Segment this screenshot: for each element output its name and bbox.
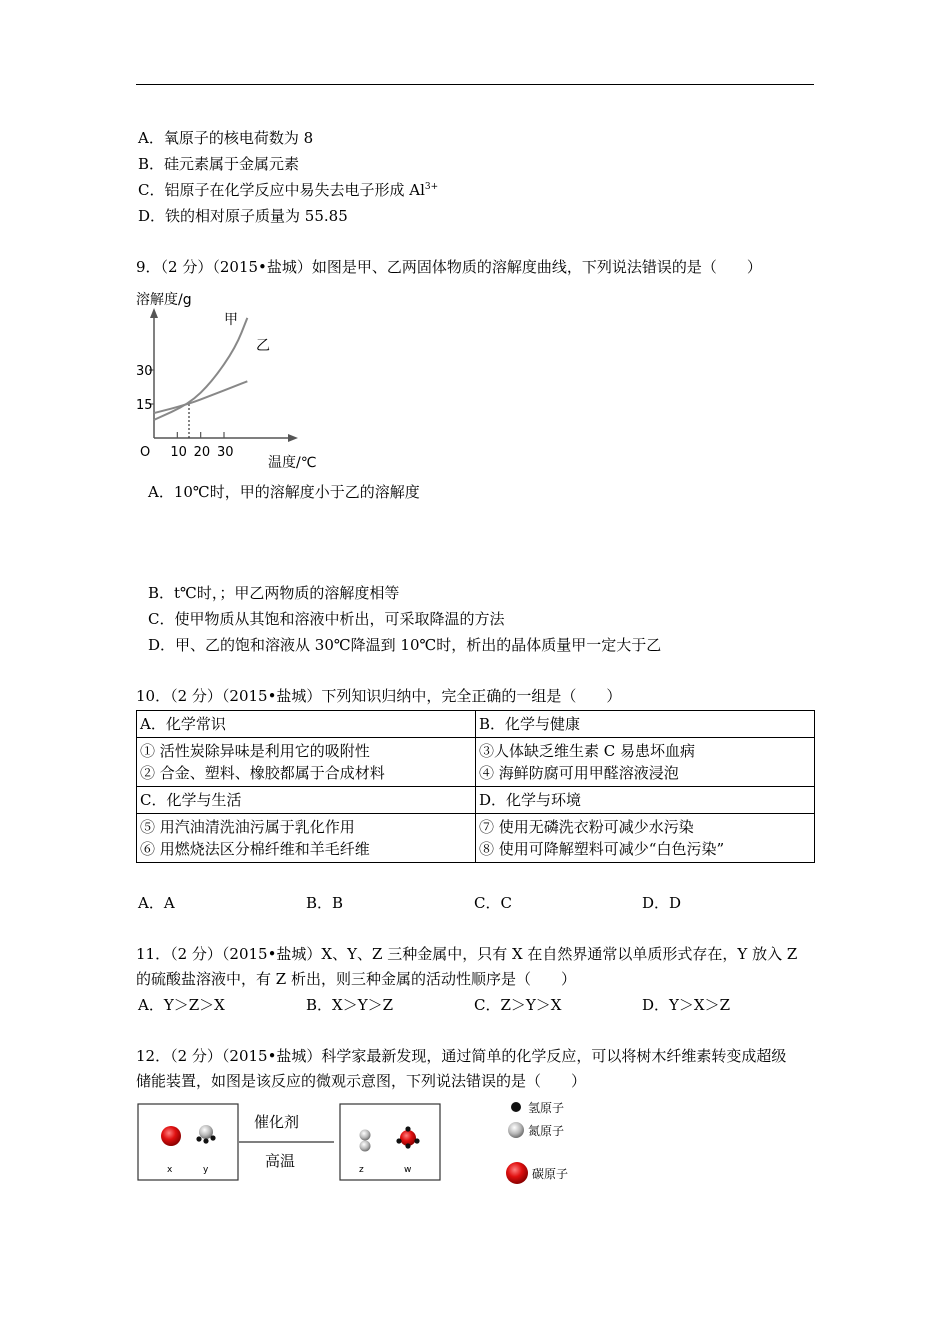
x-axis-arrow: [288, 434, 298, 442]
reaction-diagram: [136, 1100, 616, 1190]
q9-option-d: D．甲、乙的饱和溶液从 30℃降温到 10℃时，析出的晶体质量甲一定大于乙: [148, 636, 662, 654]
carbon-atom: [161, 1126, 181, 1146]
q8-option-d: D．铁的相对原子质量为 55.85: [138, 207, 348, 225]
q11-option-b: B．X＞Y＞Z: [306, 996, 394, 1014]
legend-hydrogen-icon: [511, 1102, 521, 1112]
product-box: [340, 1104, 440, 1180]
q10-option-d: D．D: [642, 894, 682, 912]
hydrogen-atom: [203, 1138, 208, 1143]
chart-xlabel: 温度/℃: [268, 455, 317, 471]
knowledge-table: [136, 710, 815, 863]
q10-option-a: A．A: [138, 894, 175, 912]
hydrogen-atom: [405, 1126, 410, 1131]
label-y: y: [203, 1165, 209, 1175]
condition-label: 高温: [265, 1152, 296, 1170]
legend-carbon: 碳原子: [532, 1167, 569, 1181]
q11-options: [138, 995, 810, 1015]
q12-stem-line2: 储能装置，如图是该反应的微观示意图，下列说法错误的是（ ）: [136, 1072, 587, 1090]
nitrogen-atom: [360, 1130, 371, 1141]
legend-nitrogen: 氮原子: [528, 1124, 565, 1138]
x-tick-label: 10: [170, 445, 187, 460]
q11-option-a: A．Y＞Z＞X: [138, 996, 225, 1014]
q10-option-c: C．C: [474, 894, 512, 912]
curve-yi: [154, 381, 247, 413]
label-z: z: [359, 1165, 364, 1175]
legend-carbon-icon: [506, 1162, 528, 1184]
table-row: [137, 738, 815, 787]
y-tick-label: 15: [136, 398, 153, 413]
label-yi: 乙: [256, 338, 270, 354]
label-jia: 甲: [224, 312, 238, 328]
q11-option-d: D．Y＞X＞Z: [642, 996, 731, 1014]
table-row: [137, 787, 815, 814]
x-tick-label: 20: [193, 445, 211, 460]
q10-stem: 10．（2 分）（2015•盐城）下列知识归纳中，完全正确的一组是（ ）: [136, 687, 622, 705]
hydrogen-atom: [196, 1136, 201, 1141]
hydrogen-atom: [414, 1138, 419, 1143]
reactant-box: [138, 1104, 238, 1180]
chart-origin: O: [140, 445, 151, 460]
q8-option-c: C．铝原子在化学反应中易失去电子形成 $Al^{3+}$: [138, 181, 439, 199]
q10-options: [138, 893, 810, 913]
top-rule: [136, 84, 814, 85]
y-axis-arrow: [150, 308, 158, 318]
hydrogen-atom: [210, 1135, 215, 1140]
label-w: w: [404, 1165, 412, 1175]
legend-hydrogen: 氢原子: [528, 1101, 565, 1115]
q12-stem-line1: 12．（2 分）（2015•盐城）科学家最新发现，通过简单的化学反应，可以将树木纤维素转变成超级: [136, 1047, 787, 1065]
table-cell: C．化学与生活: [137, 787, 476, 814]
hydrogen-atom: [396, 1138, 401, 1143]
chart-ylabel: 溶解度/g: [136, 292, 192, 308]
label-x: x: [167, 1165, 173, 1175]
catalyst-label: 催化剂: [254, 1113, 300, 1131]
table-cell: ③人体缺乏维生素 C 易患坏血病 ④ 海鲜防腐可用甲醛溶液浸泡: [476, 738, 815, 787]
table-cell: ⑤ 用汽油清洗油污属于乳化作用 ⑥ 用燃烧法区分棉纤维和羊毛纤维: [137, 814, 476, 863]
al-charge: 3+: [424, 182, 439, 192]
x-tick-label: 30: [217, 445, 234, 460]
q9-option-a: A．10℃时，甲的溶解度小于乙的溶解度: [148, 483, 420, 501]
q8-option-a: A．氧原子的核电荷数为 8: [138, 129, 314, 147]
curve-jia: [154, 318, 247, 420]
q10-option-b: B．B: [306, 894, 344, 912]
q9-option-c: C．使甲物质从其饱和溶液中析出，可采取降温的方法: [148, 610, 505, 628]
y-tick-label: 30: [136, 364, 153, 379]
table-row: [137, 711, 815, 738]
legend-nitrogen-icon: [508, 1122, 524, 1138]
table-row: [137, 814, 815, 863]
q11-stem-line1: 11．（2 分）（2015•盐城）X、Y、Z 三种金属中，只有 X 在自然界通常以单质形式存在，Y 放入 Z: [136, 945, 798, 963]
hydrogen-atom: [405, 1143, 410, 1148]
q9-option-b: B．t℃时，；甲乙两物质的溶解度相等: [148, 584, 400, 602]
q11-stem-line2: 的硫酸盐溶液中，有 Z 析出，则三种金属的活动性顺序是（ ）: [136, 970, 576, 988]
table-cell: B．化学与健康: [476, 711, 815, 738]
q9-stem: 9．（2 分）（2015•盐城）如图是甲、乙两固体物质的溶解度曲线，下列说法错误的是（ ）: [136, 258, 762, 276]
q8-option-b: B．硅元素属于金属元素: [138, 155, 300, 173]
table-cell: ⑦ 使用无磷洗衣粉可减少水污染 ⑧ 使用可降解塑料可减少“白色污染”: [476, 814, 815, 863]
table-cell: D．化学与环境: [476, 787, 815, 814]
q11-option-c: C．Z＞Y＞X: [474, 996, 562, 1014]
nitrogen-atom: [360, 1141, 371, 1152]
table-cell: A．化学常识: [137, 711, 476, 738]
table-cell: ① 活性炭除异味是利用它的吸附性 ② 合金、塑料、橡胶都属于合成材料: [137, 738, 476, 787]
solubility-chart: [132, 284, 332, 474]
